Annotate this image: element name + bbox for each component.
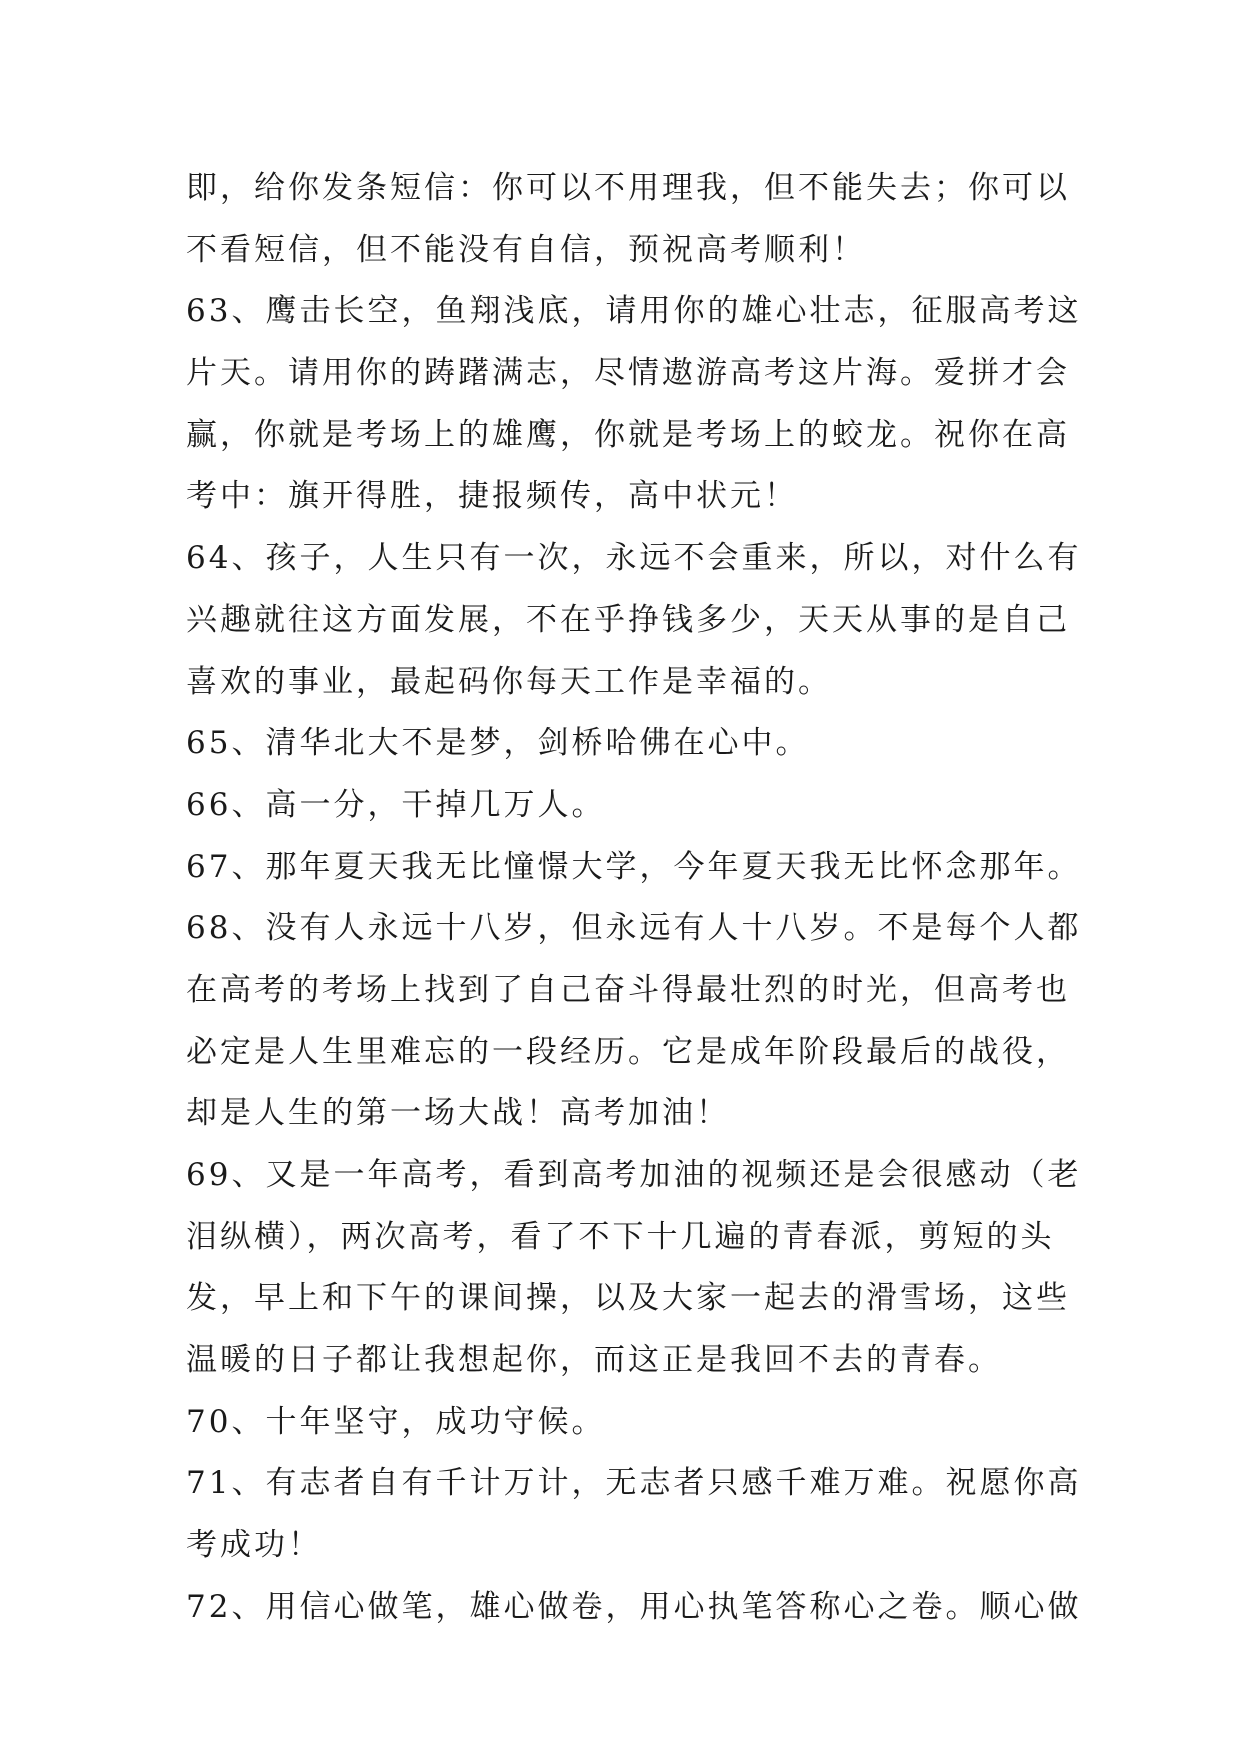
text-line: 64、孩子，人生只有一次，永远不会重来，所以，对什么有 (186, 540, 1082, 577)
text-line: 68、没有人永远十八岁，但永远有人十八岁。不是每个人都 (186, 910, 1082, 947)
text-line: 兴趣就往这方面发展，不在乎挣钱多少，天天从事的是自己 (186, 601, 1070, 638)
text-line: 69、又是一年高考，看到高考加油的视频还是会很感动（老 (186, 1157, 1082, 1193)
text-line: 赢，你就是考场上的雄鹰，你就是考场上的蛟龙。祝你在高 (186, 416, 1070, 453)
text-line: 喜欢的事业，最起码你每天工作是幸福的。 (186, 663, 832, 700)
text-line: 温暖的日子都让我想起你，而这正是我回不去的青春。 (186, 1342, 1002, 1379)
text-line: 70、十年坚守，成功守候。 (186, 1403, 606, 1440)
text-line: 63、鹰击长空，鱼翔浅底，请用你的雄心壮志，征服高考这 (186, 293, 1082, 330)
text-line: 泪纵横），两次高考，看了不下十几遍的青春派，剪短的头 (186, 1218, 1055, 1255)
text-line: 必定是人生里难忘的一段经历。它是成年阶段最后的战役， (186, 1033, 1070, 1070)
text-line: 发，早上和下午的课间操，以及大家一起去的滑雪场，这些 (186, 1280, 1070, 1317)
text-line: 71、有志者自有千计万计，无志者只感千难万难。祝愿你高 (186, 1465, 1082, 1502)
text-line: 即，给你发条短信：你可以不用理我，但不能失去；你可以 (186, 170, 1070, 206)
text-line: 67、那年夏天我无比憧憬大学，今年夏天我无比怀念那年。 (186, 848, 1082, 885)
text-line: 66、高一分，干掉几万人。 (186, 786, 606, 823)
text-line: 片天。请用你的踌躇满志，尽情遨游高考这片海。爱拼才会 (186, 355, 1070, 392)
text-line: 在高考的考场上找到了自己奋斗得最壮烈的时光，但高考也 (186, 971, 1070, 1008)
document-body (186, 158, 1082, 1639)
text-line: 不看短信，但不能没有自信，预祝高考顺利！ (186, 231, 866, 268)
text-line: 考中：旗开得胜，捷报频传，高中状元！ (186, 478, 798, 515)
text-line: 72、用信心做笔，雄心做卷，用心执笔答称心之卷。顺心做 (186, 1588, 1082, 1625)
text-line: 65、清华北大不是梦，剑桥哈佛在心中。 (186, 725, 810, 762)
text-line: 却是人生的第一场大战！高考加油！ (186, 1095, 730, 1132)
text-line: 考成功！ (186, 1527, 322, 1564)
